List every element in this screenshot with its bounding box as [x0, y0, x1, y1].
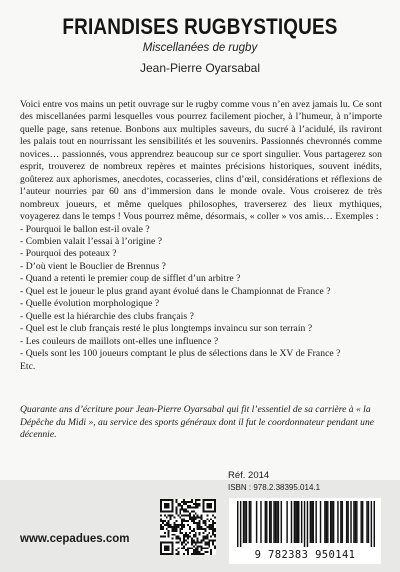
- author-bio: Quarante ans d’écriture pour Jean-Pierre Oyarsabal qui fit l’essentiel de sa carrière à « la Dépêche du Midi », au service des sports généraux dont il fut le coordonnateur pendant une décennie.: [20, 404, 375, 440]
- question-item: - Pourquoi le ballon est-il ovale ?: [20, 223, 150, 235]
- blurb-paragraph: Voici entre vos mains un petit ouvrage sur le rugby comme vous n’en avez jamais lu. Ce sont des miscellanées parmi lesquelles vous pourrez facilement piocher, à l’humeur, à n’importe quelle page, sans retenue. Bonbons aux multiples saveurs, du sucré à l’acidulé, ils raviront les palais tout en nourrissant les sensibilités et les souvenirs. Passionnés chevronnés comme novices… passionnés, vous apprendrez beaucoup sur ce sport singulier. Vous partagerez son esprit, trouverez de nombreux repères et maintes précisions historiques, souvent inédits, goûterez aux aphorismes, anecdotes, cocasseries, clins d’œil, considérations et réflexions de l’auteur nourries par 60 ans d’immersion dans le monde ovale. Vous croiserez de très nombreux joueurs, et même quelques philosophes, traverserez des lieux mythiques, voyagerez dans le temps ! Vous pourrez même, désormais, « coller » vos amis… Exemples :: [20, 99, 382, 223]
- qr-code-icon[interactable]: [160, 499, 216, 555]
- blurb-etc: Etc.: [20, 360, 36, 372]
- blurb: [20, 99, 382, 373]
- publisher-website[interactable]: www.cepadues.com: [20, 533, 130, 545]
- question-item: - Quand a retenti le premier coup de sifflet d’un arbitre ?: [20, 273, 241, 285]
- cover-header: [0, 14, 400, 75]
- barcode-number: 9 782383 950141: [254, 549, 356, 561]
- question-item: - D’où vient le Bouclier de Brennus ?: [20, 260, 166, 272]
- barcode: [229, 498, 381, 564]
- question-item: - Combien valait l’essai à l’origine ?: [20, 235, 163, 247]
- book-author: Jean-Pierre Oyarsabal: [139, 61, 261, 75]
- book-subtitle: Miscellanées de rugby: [142, 42, 258, 54]
- question-item: - Quelle évolution morphologique ?: [20, 298, 160, 310]
- question-item: - Les couleurs de maillots ont-elles une influence ?: [20, 335, 219, 347]
- question-item: - Quelle est la hiérarchie des clubs français ?: [20, 310, 194, 322]
- book-title: FRIANDISES RUGBYSTIQUES: [62, 14, 338, 39]
- question-item: - Quel est le club français resté le plus longtemps invaincu sur son terrain ?: [20, 323, 313, 335]
- reference-info: [228, 470, 320, 493]
- isbn-number: ISBN : 978.2.38395.014.1: [228, 483, 321, 492]
- question-item: - Quels sont les 100 joueurs comptant le plus de sélections dans le XV de France ?: [20, 348, 341, 360]
- question-item: - Pourquoi des poteaux ?: [20, 248, 117, 260]
- question-item: - Quel est le joueur le plus grand ayant évolué dans le Championnat de France ?: [20, 285, 331, 297]
- question-list: [20, 224, 382, 361]
- barcode-bars-icon: [237, 501, 375, 547]
- reference-number: Réf. 2014: [228, 470, 270, 481]
